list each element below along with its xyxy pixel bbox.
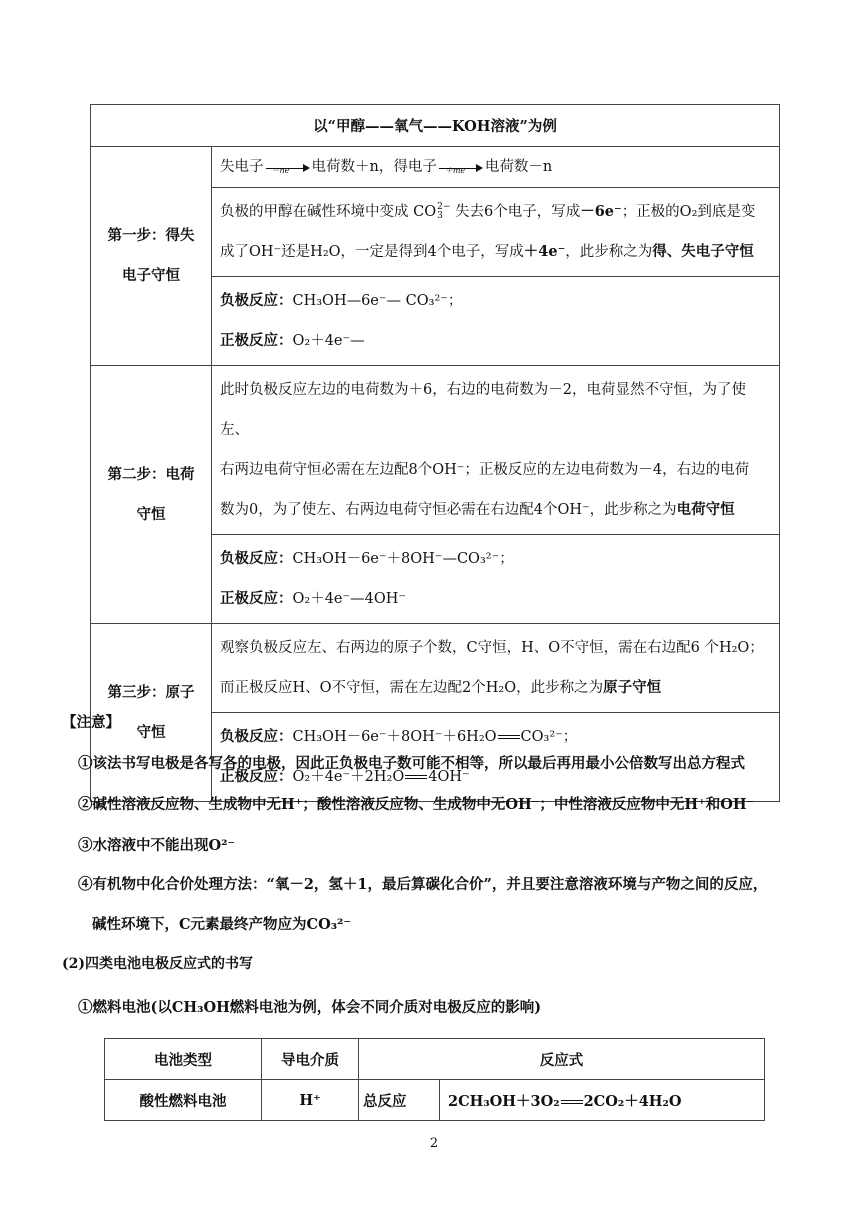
equals-sign-icon (561, 1100, 583, 1104)
table-header: 以“甲醇——氧气——KOH溶液”为例 (91, 105, 780, 147)
header-medium: 导电介质 (262, 1039, 359, 1080)
header-battery-type: 电池类型 (105, 1039, 262, 1080)
step1-label: 第一步：得失 电子守恒 (91, 147, 212, 366)
step3-equations: 负极反应：CH₃OH－6e⁻＋8OH⁻＋6H₂O CO₃²⁻； 正极反应：O₂＋4e⁻＋2H₂O 4OH⁻ (212, 713, 780, 802)
section2-sub1: ①燃料电池(以CH₃OH燃料电池为例，体会不同介质对电极反应的影响) (78, 999, 542, 1016)
gain-arrow-icon: ＋me⁻ (439, 160, 483, 174)
step1-equations: 负极反应：CH₃OH—6e⁻— CO₃²⁻； 正极反应：O₂＋4e⁻— (212, 277, 780, 366)
step1-explain: 负极的甲醇在碱性环境中变成 CO 2− 3 失去6个电子，写成－6e⁻；正极的O₂到底是变 成了OH⁻还是H₂O，一定是得到4个电子，写成＋4e⁻，此步称之为得、失电子守恒 (212, 188, 780, 277)
header-reaction: 反应式 (359, 1039, 765, 1080)
note-4-line1: ④有机物中化合价处理方法：“氧－2，氢＋1，最后算碳化合价”，并且要注意溶液环境与产物之间的反应， (78, 876, 768, 893)
step3-explain: 观察负极反应左、右两边的原子个数，C守恒，H、O不守恒，需在右边配6 个H₂O； 而正极反应H、O不守恒，需在左边配2个H₂O，此步称之为原子守恒 (212, 624, 780, 713)
step1-rule: 失电子 －ne⁻ 电荷数＋n，得电子 ＋me⁻ 电荷数－n (212, 147, 780, 188)
row-kind: 总反应 (359, 1080, 440, 1121)
note-4-line2: 碱性环境下，C元素最终产物应为CO₃²⁻ (92, 916, 352, 933)
lose-arrow-icon: －ne⁻ (266, 160, 310, 174)
note-3: ③水溶液中不能出现O²⁻ (78, 837, 236, 854)
equals-sign-icon (498, 735, 520, 739)
note-2: ②碱性溶液反应物、生成物中无H⁺；酸性溶液反应物、生成物中无OH⁻；中性溶液反应物中无H⁺和OH⁻ (78, 796, 755, 813)
method-table (90, 104, 780, 802)
row-medium: H⁺ (262, 1080, 359, 1121)
section2-title: (2)四类电池电极反应式的书写 (62, 956, 253, 972)
page-number: 2 (429, 1136, 439, 1151)
battery-table (104, 1038, 765, 1121)
equals-sign-icon (405, 775, 427, 779)
step2-label: 第二步：电荷 守恒 (91, 366, 212, 624)
step3-label: 第三步：原子 守恒 (91, 624, 212, 802)
note-1: ①该法书写电极是各写各的电极，因此正负极电子数可能不相等，所以最后再用最小公倍数写出总方程式 (78, 755, 745, 772)
row-equation: 2CH₃OH＋3O₂ 2CO₂＋4H₂O (440, 1080, 765, 1121)
step2-equations: 负极反应：CH₃OH－6e⁻＋8OH⁻—CO₃²⁻； 正极反应：O₂＋4e⁻—4OH⁻ (212, 535, 780, 624)
row-type: 酸性燃料电池 (105, 1080, 262, 1121)
step2-explain: 此时负极反应左边的电荷数为＋6，右边的电荷数为－2，电荷显然不守恒，为了使左、 右两边电荷守恒必需在左边配8个OH⁻；正极反应的左边电荷数为－4，右边的电荷 数为0，为了使左、右两边电荷守恒必需在右边配4个OH⁻，此步称之为电荷守恒 (212, 366, 780, 535)
notes-title: 【注意】 (62, 714, 120, 731)
